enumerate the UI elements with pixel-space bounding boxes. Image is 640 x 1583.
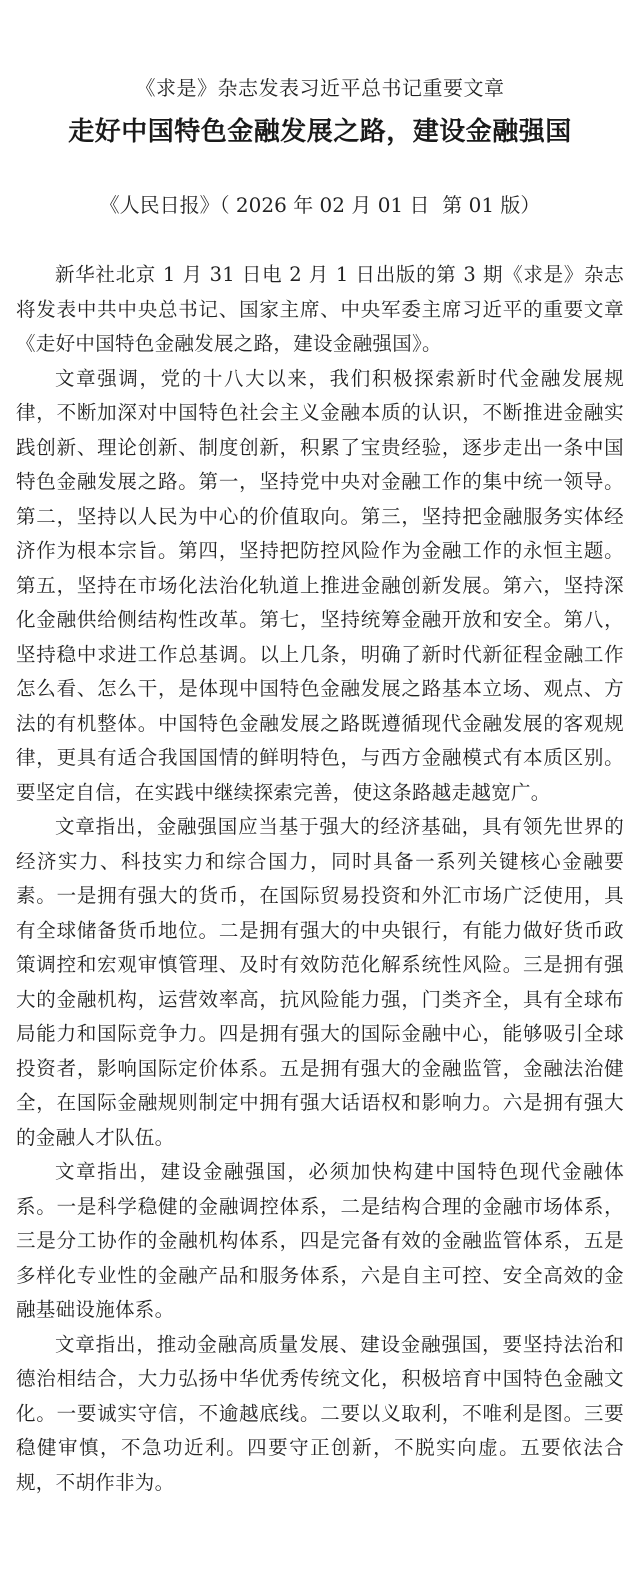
article-source: 《人民日报》（ 2026 年 02 月 01 日 第 01 版） xyxy=(99,193,541,217)
article-headline: 走好中国特色金融发展之路，建设金融强国 xyxy=(68,117,572,147)
article-paragraph: 新华社北京 1 月 31 日电 2 月 1 日出版的第 3 期《求是》杂志将发表中共中央总书记、国家主席、中央军委主席习近平的重要文章《走好中国特色金融发展之路，建设金融强国》。 xyxy=(16,263,624,355)
article-paragraph: 文章指出，推动金融高质量发展、建设金融强国，要坚持法治和德治相结合，大力弘扬中华优秀传统文化，积极培育中国特色金融文化。一要诚实守信，不逾越底线。二要以义取利，不唯利是图。三要稳健审慎，不急功近利。四要守正创新，不脱实向虚。五要依法合规，不胡作非为。 xyxy=(16,1332,624,1494)
article-body xyxy=(16,258,624,1500)
article-paragraph: 文章指出，建设金融强国，必须加快构建中国特色现代金融体系。一是科学稳健的金融调控体系，二是结构合理的金融市场体系，三是分工协作的金融机构体系，四是完备有效的金融监管体系，五是多样化专业性的金融产品和服务体系，六是自主可控、安全高效的金融基础设施体系。 xyxy=(16,1160,624,1321)
article-kicker: 《求是》杂志发表习近平总书记重要文章 xyxy=(135,76,505,100)
article-paragraph: 文章强调，党的十八大以来，我们积极探索新时代金融发展规律，不断加深对中国特色社会主义金融本质的认识，不断推进金融实践创新、理论创新、制度创新，积累了宝贵经验，逐步走出一条中国特色金融发展之路。第一，坚持党中央对金融工作的集中统一领导。第二，坚持以人民为中心的价值取向。第三，坚持把金融服务实体经济作为根本宗旨。第四，坚持把防控风险作为金融工作的永恒主题。第五，坚持在市场化法治化轨道上推进金融创新发展。第六，坚持深化金融供给侧结构性改革。第七，坚持统筹金融开放和安全。第八，坚持稳中求进工作总基调。以上几条，明确了新时代新征程金融工作怎么看、怎么干，是体现中国特色金融发展之路基本立场、观点、方法的有机整体。中国特色金融发展之路既遵循现代金融发展的客观规律，更具有适合我国国情的鲜明特色，与西方金融模式有本质区别。要坚定自信，在实践中继续探索完善，使这条路越走越宽广。 xyxy=(16,366,624,804)
article-paragraph: 文章指出，金融强国应当基于强大的经济基础，具有领先世界的经济实力、科技实力和综合国力，同时具备一系列关键核心金融要素。一是拥有强大的货币，在国际贸易投资和外汇市场广泛使用，具有全球储备货币地位。二是拥有强大的中央银行，有能力做好货币政策调控和宏观审慎管理、及时有效防范化解系统性风险。三是拥有强大的金融机构，运营效率高，抗风险能力强，门类齐全，具有全球布局能力和国际竞争力。四是拥有强大的国际金融中心，能够吸引全球投资者，影响国际定价体系。五是拥有强大的金融监管，金融法治健全，在国际金融规则制定中拥有强大话语权和影响力。六是拥有强大的金融人才队伍。 xyxy=(16,815,624,1149)
